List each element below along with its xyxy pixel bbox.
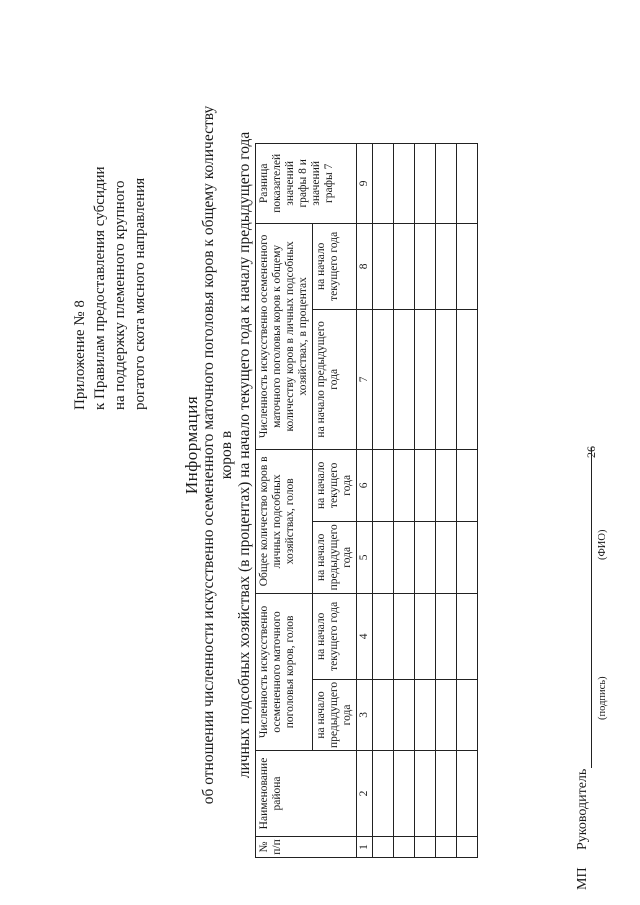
table-cell	[436, 143, 457, 223]
table-cell	[394, 143, 415, 223]
header-difference: Разница показателей значений графы 8 и значений графы 7	[256, 143, 357, 223]
header-inseminated: Численность искусственно осемененного маточного поголовья коров, голов	[256, 593, 313, 750]
signature-line	[591, 448, 592, 768]
table-cell	[373, 223, 394, 309]
appendix-line: к Правилам предоставления субсидии	[92, 166, 108, 410]
table-cell	[394, 679, 415, 750]
head-label: Руководитель	[575, 768, 590, 850]
name-caption: (ФИО)	[597, 529, 608, 560]
table-row	[394, 143, 415, 857]
table-cell	[394, 593, 415, 679]
table-cell	[457, 309, 478, 449]
table-cell	[373, 593, 394, 679]
appendix-line: Приложение № 8	[72, 300, 88, 410]
appendix-line: рогатого скота мясного направления	[132, 177, 148, 410]
table-cell	[436, 837, 457, 858]
page-number: 26	[584, 446, 598, 458]
table-cell	[436, 449, 457, 521]
column-number: 4	[357, 593, 373, 679]
table-cell	[436, 593, 457, 679]
table-cell	[457, 751, 478, 837]
table-cell	[373, 751, 394, 837]
table-cell	[394, 521, 415, 593]
header-row	[256, 143, 313, 857]
table-row	[436, 143, 457, 857]
table-cell	[394, 309, 415, 449]
document-subtitle	[200, 105, 254, 805]
table-cell	[373, 449, 394, 521]
table-cell	[415, 593, 436, 679]
appendix-block	[70, 80, 150, 410]
table-row	[457, 143, 478, 857]
column-number: 7	[357, 309, 373, 449]
table-cell	[415, 837, 436, 858]
table-cell	[394, 223, 415, 309]
column-number: 3	[357, 679, 373, 750]
column-number: 2	[357, 751, 373, 837]
subheader-curr: на начало текущего года	[313, 449, 357, 521]
table-cell	[457, 679, 478, 750]
subheader-row	[313, 143, 357, 857]
subheader-prev: на начало предыдущего года	[313, 521, 357, 593]
table-cell	[394, 449, 415, 521]
column-number: 9	[357, 143, 373, 223]
subheader-prev: на начало предыдущего года	[313, 679, 357, 750]
column-number: 6	[357, 449, 373, 521]
table-cell	[373, 143, 394, 223]
table-cell	[373, 679, 394, 750]
table-cell	[373, 309, 394, 449]
signature-caption: (подпись)	[597, 676, 608, 720]
table-cell	[415, 309, 436, 449]
table-cell	[436, 223, 457, 309]
table-cell	[436, 751, 457, 837]
subheader-curr: на начало текущего года	[313, 593, 357, 679]
header-ratio: Численность искусственно осемененного маточного поголовья коров к общему количеству коров в личных подсобных хозяйствах, в процентах	[256, 223, 313, 449]
document-title: Информация	[182, 395, 201, 495]
table-cell	[457, 593, 478, 679]
header-district: Наименование района	[256, 751, 357, 837]
subtitle-line: личных подсобных хозяйствах (в процентах) на начало текущего года к началу предыдущего года	[236, 131, 253, 779]
table-cell	[415, 143, 436, 223]
subheader-prev: на начало предыдущего года	[313, 309, 357, 449]
table-cell	[457, 223, 478, 309]
table-cell	[415, 751, 436, 837]
table-cell	[373, 837, 394, 858]
column-number: 8	[357, 223, 373, 309]
table-cell	[436, 679, 457, 750]
column-number: 5	[357, 521, 373, 593]
table-row	[415, 143, 436, 857]
table-cell	[457, 143, 478, 223]
seal-label: МП	[575, 867, 590, 890]
table-cell	[415, 679, 436, 750]
table-row	[373, 143, 394, 857]
subtitle-line: об отношении численности искусственно осемененного маточного поголовья коров к общему количеству коров в	[200, 105, 235, 805]
table-cell	[415, 521, 436, 593]
header-number: № п/п	[256, 837, 357, 858]
table-cell	[373, 521, 394, 593]
table-cell	[457, 837, 478, 858]
table-cell	[436, 521, 457, 593]
table-cell	[415, 449, 436, 521]
subheader-curr: на начало текущего года	[313, 223, 357, 309]
table-cell	[415, 223, 436, 309]
table-cell	[394, 837, 415, 858]
column-number-row	[357, 143, 373, 857]
report-table	[255, 143, 478, 858]
table-cell	[436, 309, 457, 449]
header-total-cows: Общее количество коров в личных подсобных хозяйствах, голов	[256, 449, 313, 593]
table-cell	[457, 521, 478, 593]
table-cell	[457, 449, 478, 521]
table-cell	[394, 751, 415, 837]
column-number: 1	[357, 837, 373, 858]
appendix-line: на поддержку племенного крупного	[112, 180, 128, 410]
